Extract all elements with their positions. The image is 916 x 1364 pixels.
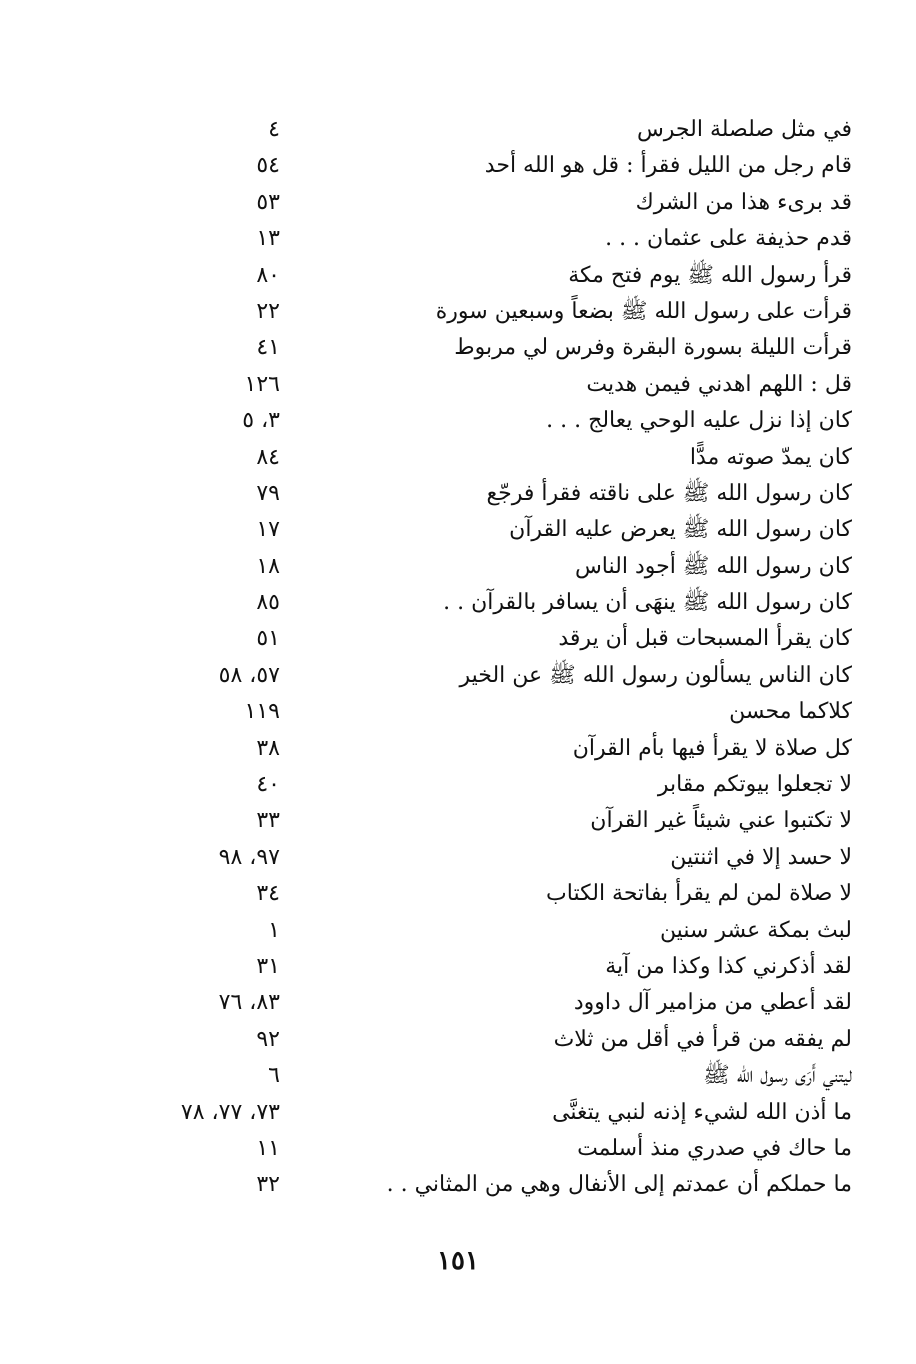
entry-text: قرأت الليلة بسورة البقرة وفرس لي مربوط [454,335,852,361]
entry-page-refs: ٢٢ [256,298,280,324]
entry-text: قد برىء هذا من الشرك [635,189,852,215]
index-entry [140,440,860,476]
entry-text: قل : اللهم اهدني فيمن هديت [586,371,852,397]
entry-text: ليتني أَرَى رسول الله ﷺ [703,1063,852,1089]
entry-text: كان رسول الله ﷺ على ناقته فقرأ فرجّع [486,480,852,506]
entry-page-refs: ٣، ٥ [242,408,280,434]
entry-text: كان رسول الله ﷺ يعرض عليه القرآن [509,517,852,543]
index-entry [140,1058,860,1094]
entry-page-refs: ١٧ [256,517,280,543]
index-entry [140,767,860,803]
entry-text: كان إذا نزل عليه الوحي يعالج . . . [546,408,852,434]
entry-text: لم يفقه من قرأ في أقل من ثلاث [553,1026,852,1052]
index-entry [140,949,860,985]
entry-text: كان رسول الله ﷺ أجود الناس [574,553,852,579]
entry-page-refs: ٤٠ [256,772,280,798]
index-entry [140,1167,860,1203]
entry-page-refs: ١١ [256,1135,280,1161]
entry-page-refs: ٨٣، ٧٦ [218,990,280,1016]
index-entry [140,185,860,221]
entry-text: لا صلاة لمن لم يقرأ بفاتحة الكتاب [546,881,852,907]
entry-text: ما أذن الله لشيء إذنه لنبي يتغنَّى [552,1099,852,1125]
entry-page-refs: ١٨ [256,553,280,579]
entry-text: لا تجعلوا بيوتكم مقابر [657,772,852,798]
entry-text: كان الناس يسألون رسول الله ﷺ عن الخير [459,662,852,688]
index-entry [140,221,860,257]
entry-text: قرأت على رسول الله ﷺ بضعاً وسبعين سورة [435,298,852,324]
entry-page-refs: ٨٠ [256,262,280,288]
entry-page-refs: ١٢٦ [244,371,280,397]
entry-page-refs: ٥١ [256,626,280,652]
entry-text: كان يقرأ المسبحات قبل أن يرقد [558,626,852,652]
index-entry [140,549,860,585]
entry-page-refs: ٦ [268,1063,280,1089]
entry-page-refs: ٣٨ [256,735,280,761]
entry-text: ما حملكم أن عمدتم إلى الأنفال وهي من المثاني . . [386,1172,852,1198]
index-entry [140,294,860,330]
entry-text: لقد أعطي من مزامير آل داوود [573,990,852,1016]
index-entry [140,512,860,548]
index-entry [140,803,860,839]
entry-text: ما حاك في صدري منذ أسلمت [577,1135,852,1161]
index-entry [140,621,860,657]
index-entry [140,112,860,148]
entry-text: لبث بمكة عشر سنين [659,917,852,943]
entry-text: قدم حذيفة على عثمان . . . [605,226,852,252]
entry-page-refs: ٩٢ [256,1026,280,1052]
index-entry [140,585,860,621]
entry-page-refs: ٣٣ [256,808,280,834]
entry-text: قرأ رسول الله ﷺ يوم فتح مكة [568,262,852,288]
entry-page-refs: ٨٤ [256,444,280,470]
entry-page-refs: ٥٣ [256,189,280,215]
index-entry [140,658,860,694]
entry-text: قام رجل من الليل فقرأ : قل هو الله أحد [484,153,852,179]
entry-text: كان رسول الله ﷺ ينهَى أن يسافر بالقرآن . . [443,590,852,616]
entry-page-refs: ٥٧، ٥٨ [218,662,280,688]
entry-text: كل صلاة لا يقرأ فيها بأم القرآن [572,735,852,761]
index-entry [140,258,860,294]
entry-page-refs: ١١٩ [244,699,280,725]
entry-text: كلاكما محسن [729,699,852,725]
entry-page-refs: ٧٣، ٧٧، ٧٨ [180,1099,280,1125]
entry-page-refs: ١ [268,917,280,943]
page-number: ١٥١ [437,1246,479,1276]
entry-page-refs: ٧٩ [256,480,280,506]
index-entry [140,913,860,949]
index-entry [140,330,860,366]
hadith-index-list [140,112,860,1204]
entry-page-refs: ٣١ [256,953,280,979]
index-entry [140,476,860,512]
entry-page-refs: ٨٥ [256,590,280,616]
index-entry [140,731,860,767]
entry-page-refs: ١٣ [256,226,280,252]
index-entry [140,1095,860,1131]
index-entry [140,403,860,439]
entry-text: لقد أذكرني كذا وكذا من آية [605,953,852,979]
entry-page-refs: ٣٤ [256,881,280,907]
entry-page-refs: ٤ [268,117,280,142]
entry-page-refs: ٥٤ [256,153,280,179]
index-entry [140,876,860,912]
entry-text: كان يمدّ صوته مدًّا [689,444,852,470]
entry-text: لا تكتبوا عني شيئاً غير القرآن [590,808,852,834]
index-entry [140,367,860,403]
entry-text: في مثل صلصلة الجرس [636,117,852,142]
index-entry [140,1022,860,1058]
entry-page-refs: ٩٧، ٩٨ [218,844,280,870]
entry-text: لا حسد إلا في اثنتين [670,844,852,870]
entry-page-refs: ٤١ [256,335,280,361]
index-entry [140,1131,860,1167]
index-entry [140,840,860,876]
index-entry [140,694,860,730]
entry-page-refs: ٣٢ [256,1172,280,1198]
index-entry [140,148,860,184]
index-entry [140,985,860,1021]
